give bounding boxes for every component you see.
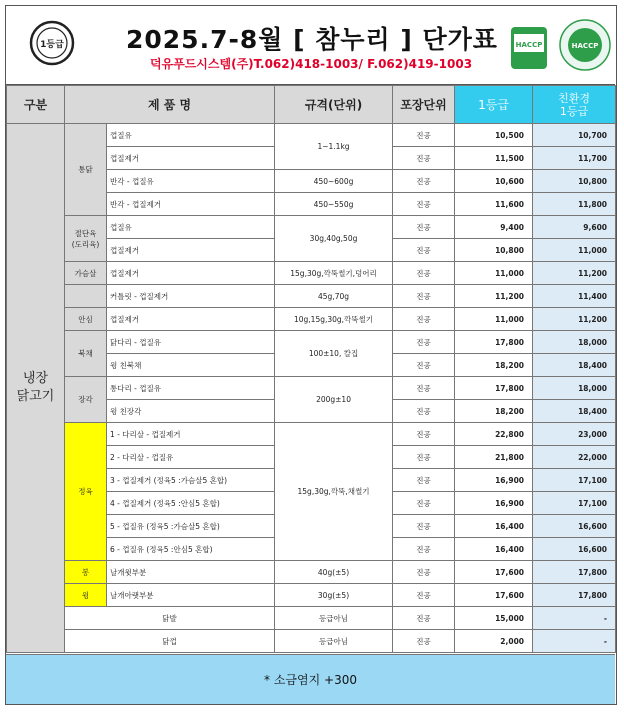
grade1-price: 11,600 xyxy=(455,193,533,216)
grade-1-logo-icon xyxy=(29,20,75,66)
spec-cell: 450~550g xyxy=(275,193,393,216)
eco-grade1-price: 11,200 xyxy=(533,308,616,331)
product-name: 껍질제거 xyxy=(107,262,275,285)
col-spec: 규격(단위) xyxy=(275,86,393,124)
table-row xyxy=(7,630,616,653)
product-name: 닭다리 - 껍질유 xyxy=(107,331,275,354)
grade1-price: 17,600 xyxy=(455,584,533,607)
col-product: 제 품 명 xyxy=(65,86,275,124)
grade1-price: 15,000 xyxy=(455,607,533,630)
pack-unit-cell: 진공 xyxy=(393,469,455,492)
product-name: 껍질제거 xyxy=(107,308,275,331)
pack-unit-cell: 진공 xyxy=(393,285,455,308)
grade1-price: 11,500 xyxy=(455,147,533,170)
product-name: 3 - 껍질제거 (정육5 :가슴살5 혼합) xyxy=(107,469,275,492)
eco-grade1-price: 18,400 xyxy=(533,354,616,377)
product-group: 장각 xyxy=(65,377,107,423)
eco-grade1-price: 9,600 xyxy=(533,216,616,239)
col-grade1: 1등급 xyxy=(455,86,533,124)
eco-grade1-price: 11,000 xyxy=(533,239,616,262)
grade1-price: 10,500 xyxy=(455,124,533,147)
eco-grade1-price: 10,800 xyxy=(533,170,616,193)
table-row xyxy=(7,262,616,285)
product-name: 닭껍 xyxy=(65,630,275,653)
eco-grade1-price: - xyxy=(533,630,616,653)
pack-unit-cell: 진공 xyxy=(393,423,455,446)
grade1-price: 22,800 xyxy=(455,423,533,446)
eco-grade1-price: 10,700 xyxy=(533,124,616,147)
footer-note: * 소금염지 +300 xyxy=(6,654,615,704)
spec-cell: 40g(±5) xyxy=(275,561,393,584)
eco-grade1-price: 11,200 xyxy=(533,262,616,285)
product-name: 껍질유 xyxy=(107,216,275,239)
grade1-price: 16,900 xyxy=(455,492,533,515)
eco-grade1-price: 18,000 xyxy=(533,331,616,354)
eco-grade1-price: 17,800 xyxy=(533,561,616,584)
haccp-circle-icon xyxy=(559,19,611,71)
pack-unit-cell: 진공 xyxy=(393,193,455,216)
pack-unit-cell: 진공 xyxy=(393,354,455,377)
price-sheet xyxy=(5,5,617,705)
product-name: 반각 - 껍질유 xyxy=(107,170,275,193)
table-row xyxy=(7,561,616,584)
product-name: 껍질제거 xyxy=(107,239,275,262)
spec-cell: 10g,15g,30g,깍뚝썰기 xyxy=(275,308,393,331)
grade1-price: 17,800 xyxy=(455,331,533,354)
table-row xyxy=(7,377,616,400)
product-name: 날개아랫부분 xyxy=(107,584,275,607)
col-pack: 포장단위 xyxy=(393,86,455,124)
product-group: 윙 xyxy=(65,584,107,607)
pack-unit-cell: 진공 xyxy=(393,607,455,630)
company-contact: 덕유푸드시스템(주)T.062)418-1003/ F.062)419-1003 xyxy=(149,57,473,71)
pack-unit-cell: 진공 xyxy=(393,446,455,469)
eco-grade1-price: 17,800 xyxy=(533,584,616,607)
price-table xyxy=(6,85,616,653)
pack-unit-cell: 진공 xyxy=(393,630,455,653)
grade1-price: 9,400 xyxy=(455,216,533,239)
col-category: 구분 xyxy=(7,86,65,124)
grade1-price: 11,000 xyxy=(455,308,533,331)
product-name: 1 - 다리살 - 껍질제거 xyxy=(107,423,275,446)
table-row xyxy=(7,124,616,147)
eco-grade1-price: 23,000 xyxy=(533,423,616,446)
spec-cell: 등급아님 xyxy=(275,607,393,630)
eco-grade1-price: 16,600 xyxy=(533,515,616,538)
product-group: 정육 xyxy=(65,423,107,561)
product-name: 커틀릿 - 껍질제거 xyxy=(107,285,275,308)
pack-unit-cell: 진공 xyxy=(393,561,455,584)
haccp-circle-text: HACCP xyxy=(571,42,599,50)
product-group: 가슴살 xyxy=(65,262,107,285)
grade1-price: 17,800 xyxy=(455,377,533,400)
spec-cell: 30g(±5) xyxy=(275,584,393,607)
col-eco-grade1-label: 친환경 1등급 xyxy=(558,91,590,118)
grade1-price: 16,400 xyxy=(455,538,533,561)
pack-unit-cell: 진공 xyxy=(393,262,455,285)
product-group: 통닭 xyxy=(65,124,107,216)
grade1-price: 10,800 xyxy=(455,239,533,262)
product-name: 6 - 껍질유 (정육5 :안심5 혼합) xyxy=(107,538,275,561)
grade1-price: 21,800 xyxy=(455,446,533,469)
pack-unit-cell: 진공 xyxy=(393,400,455,423)
grade1-price: 16,900 xyxy=(455,469,533,492)
pack-unit-cell: 진공 xyxy=(393,538,455,561)
grade1-price: 11,200 xyxy=(455,285,533,308)
spec-cell: 15g,30g,깍뚝썰기,덩어리 xyxy=(275,262,393,285)
table-row xyxy=(7,331,616,354)
grade1-price: 18,200 xyxy=(455,354,533,377)
logo-text: 1등급 xyxy=(40,40,64,50)
eco-grade1-price: 16,600 xyxy=(533,538,616,561)
pack-unit-cell: 진공 xyxy=(393,147,455,170)
category-cell: 냉장 닭고기 xyxy=(7,124,65,653)
product-group xyxy=(65,285,107,308)
spec-cell: 450~600g xyxy=(275,170,393,193)
eco-grade1-price: 11,400 xyxy=(533,285,616,308)
table-row xyxy=(7,423,616,446)
product-group: 북채 xyxy=(65,331,107,377)
eco-grade1-price: 18,400 xyxy=(533,400,616,423)
product-name: 통다리 - 껍질유 xyxy=(107,377,275,400)
product-name: 4 - 껍질제거 (정육5 :안심5 혼합) xyxy=(107,492,275,515)
product-group: 봉 xyxy=(65,561,107,584)
product-group: 절단육 (도리육) xyxy=(65,216,107,262)
product-name: 날개윗부분 xyxy=(107,561,275,584)
pack-unit-cell: 진공 xyxy=(393,308,455,331)
eco-grade1-price: 11,800 xyxy=(533,193,616,216)
table-row xyxy=(7,584,616,607)
eco-grade1-price: 17,100 xyxy=(533,492,616,515)
page-title: 2025.7-8월 [ 참누리 ] 단가표 xyxy=(126,25,498,54)
grade1-price: 10,600 xyxy=(455,170,533,193)
pack-unit-cell: 진공 xyxy=(393,492,455,515)
spec-cell: 30g,40g,50g xyxy=(275,216,393,262)
spec-cell: 15g,30g,깍뚝,채썰기 xyxy=(275,423,393,561)
grade1-price: 2,000 xyxy=(455,630,533,653)
table-row xyxy=(7,285,616,308)
table-row xyxy=(7,607,616,630)
pack-unit-cell: 진공 xyxy=(393,584,455,607)
pack-unit-cell: 진공 xyxy=(393,170,455,193)
product-name: 닭발 xyxy=(65,607,275,630)
col-eco-grade1 xyxy=(533,86,616,124)
product-name: 껍질유 xyxy=(107,124,275,147)
pack-unit-cell: 진공 xyxy=(393,124,455,147)
pack-unit-cell: 진공 xyxy=(393,239,455,262)
haccp-badge-text: HACCP xyxy=(515,41,543,49)
table-row xyxy=(7,216,616,239)
product-name: 껍질제거 xyxy=(107,147,275,170)
pack-unit-cell: 진공 xyxy=(393,331,455,354)
eco-grade1-price: 22,000 xyxy=(533,446,616,469)
product-group: 안심 xyxy=(65,308,107,331)
spec-cell: 1~1.1kg xyxy=(275,124,393,170)
header xyxy=(6,6,615,85)
spec-cell: 100±10, 칼집 xyxy=(275,331,393,377)
eco-grade1-price: 18,000 xyxy=(533,377,616,400)
table-row xyxy=(7,308,616,331)
grade1-price: 17,600 xyxy=(455,561,533,584)
pack-unit-cell: 진공 xyxy=(393,515,455,538)
eco-grade1-price: 11,700 xyxy=(533,147,616,170)
table-header-row xyxy=(7,86,616,124)
grade1-price: 16,400 xyxy=(455,515,533,538)
spec-cell: 45g,70g xyxy=(275,285,393,308)
grade1-price: 18,200 xyxy=(455,400,533,423)
product-name: 윙 친북채 xyxy=(107,354,275,377)
pack-unit-cell: 진공 xyxy=(393,377,455,400)
eco-grade1-price: 17,100 xyxy=(533,469,616,492)
product-name: 윙 친장각 xyxy=(107,400,275,423)
product-name: 2 - 다리살 - 껍질유 xyxy=(107,446,275,469)
grade1-price: 11,000 xyxy=(455,262,533,285)
eco-grade1-price: - xyxy=(533,607,616,630)
product-name: 5 - 껍질유 (정육5 :가슴살5 혼합) xyxy=(107,515,275,538)
spec-cell: 200g±10 xyxy=(275,377,393,423)
pack-unit-cell: 진공 xyxy=(393,216,455,239)
product-name: 반각 - 껍질제거 xyxy=(107,193,275,216)
haccp-badge-icon xyxy=(510,26,548,70)
spec-cell: 등급아님 xyxy=(275,630,393,653)
